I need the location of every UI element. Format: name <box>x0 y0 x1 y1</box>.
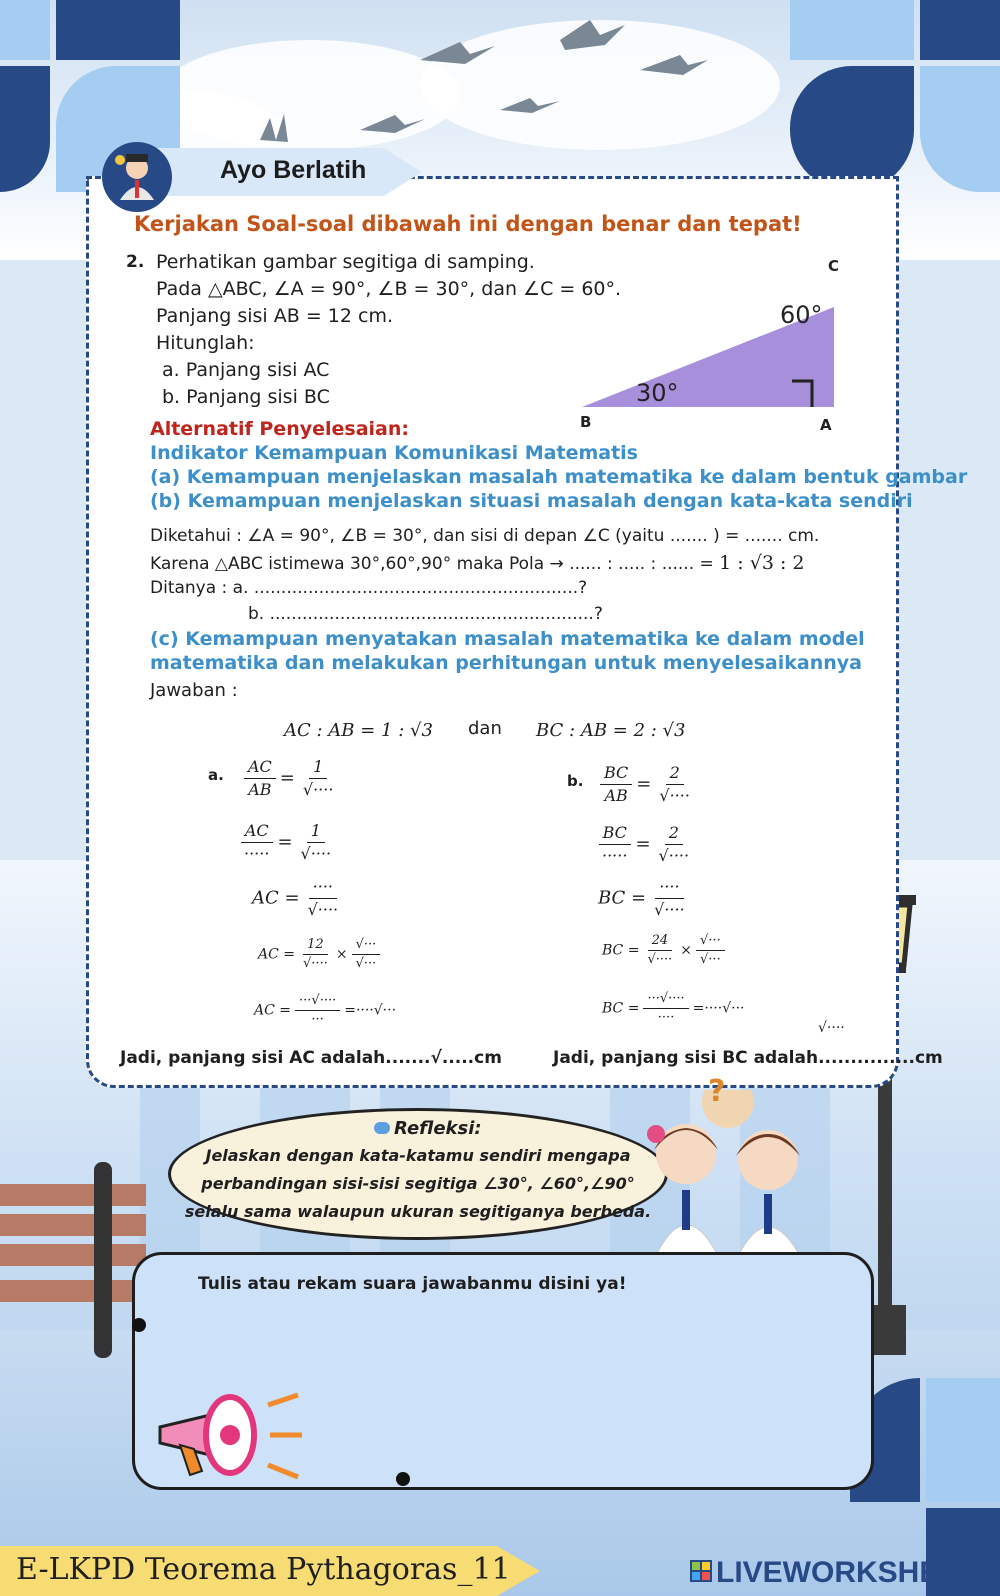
equation-lhs: AC = <box>252 887 300 909</box>
corner-decoration <box>926 1378 1000 1502</box>
teacher-icon <box>114 152 160 202</box>
equation-b-step1: $\frac{BC}{AB}$ = $\frac{2}{√\cdot\cdot\cdot\cdot}$ <box>596 762 698 807</box>
equation-a-step1: $\frac{AC}{AB}$ = $\frac{1}{√\cdot\cdot\cdot\cdot}$ <box>240 756 341 801</box>
answer-prompt: Tulis atau rekam suara jawabanmu disini ya! <box>198 1274 627 1294</box>
reflection-line: perbandingan sisi-sisi segitiga ∠30°, ∠60°,∠90° <box>201 1174 635 1193</box>
indicator-c-line1: (c) Kemampuan menyatakan masalah matematika ke dalam model <box>150 628 865 650</box>
fraction-numerator: 1 <box>309 756 327 779</box>
triangle-figure <box>580 255 840 445</box>
problem-line: Pada △ABC, ∠A = 90°, ∠B = 30°, dan ∠C = 60°. <box>156 278 622 300</box>
reflection-line: selalu sama walaupun ukuran segitiganya berbeda. <box>184 1202 652 1221</box>
conclusion-bc[interactable]: Jadi, panjang sisi BC adalah...............cm <box>553 1048 943 1068</box>
fraction-denominator: ···· <box>657 1010 675 1025</box>
equation-b-step2: $\frac{BC}{\cdot\cdot\cdot\cdot\cdot}$ = $\frac{2}{√\cdot\cdot\cdot\cdot}$ <box>594 822 697 867</box>
teacher-avatar <box>102 142 172 212</box>
megaphone-icon[interactable] <box>150 1385 320 1485</box>
liveworksheets-brand[interactable]: LIVEWORKSHEETS <box>716 1556 998 1589</box>
fraction-denominator: √···· <box>302 780 334 799</box>
asked-line-b: b. ............................................................? <box>248 604 603 624</box>
problem-line: Hitunglah: <box>156 332 255 354</box>
fraction-numerator: ···√···· <box>643 990 688 1009</box>
ratio-bc: BC : AB = 2 : √3 <box>536 720 686 741</box>
pattern-ratio: 1 : √3 : 2 <box>719 552 805 574</box>
fraction-numerator: AC <box>244 756 276 779</box>
question-mark-icon: ? <box>708 1074 726 1109</box>
problem-line: a. Panjang sisi AC <box>162 359 330 381</box>
angle-label: 30° <box>636 379 679 407</box>
fraction-denominator: AB <box>604 786 628 805</box>
students-illustration <box>628 1090 828 1260</box>
fraction-numerator: √··· <box>352 936 381 955</box>
equation-a-step3 <box>252 876 346 921</box>
problem-line: Panjang sisi AB = 12 cm. <box>156 305 393 327</box>
corner-decoration <box>790 66 914 192</box>
dan-text: dan <box>468 718 502 739</box>
fraction-denominator: ····· <box>602 846 628 865</box>
vertex-label: C <box>828 257 840 275</box>
birds-illustration <box>240 0 760 170</box>
fraction-denominator: √···· <box>658 846 690 865</box>
angle-label: 60° <box>780 301 823 329</box>
problem-line: b. Panjang sisi BC <box>162 386 330 408</box>
vertex-label: A <box>820 416 832 434</box>
equation-a-step5 <box>254 992 396 1029</box>
fraction-numerator: 1 <box>307 820 325 843</box>
audio-track-end <box>396 1472 410 1486</box>
ratio-ac: AC : AB = 1 : √3 <box>284 720 433 741</box>
fraction-denominator: √···· <box>300 844 332 863</box>
fraction-numerator: BC <box>599 822 631 845</box>
reflection-title: Refleksi: <box>394 1118 482 1139</box>
fraction-denominator: ····· <box>244 844 270 863</box>
fraction-numerator: 2 <box>666 762 684 785</box>
part-b-label: b. <box>567 772 584 790</box>
fraction-denominator: √··· <box>700 952 721 967</box>
indicator-a: (a) Kemampuan menjelaskan masalah matematika ke dalam bentuk gambar <box>150 466 968 488</box>
problem-number: 2. <box>126 252 145 272</box>
alternative-solution-title: Alternatif Penyelesaian: <box>150 418 409 440</box>
answer-label: Jawaban : <box>150 680 238 701</box>
corner-decoration <box>920 0 1000 60</box>
fraction-numerator: ···· <box>655 876 683 899</box>
equation-result: =····√··· <box>692 1000 745 1017</box>
problem-line: Perhatikan gambar segitiga di samping. <box>156 251 535 273</box>
fraction-denominator: √···· <box>307 900 339 919</box>
fraction-numerator: AC <box>241 820 273 843</box>
chat-icon <box>374 1122 390 1134</box>
known-line: Diketahui : ∠A = 90°, ∠B = 30°, dan sisi di depan ∠C (yaitu ....... ) = ....... cm. <box>150 526 820 546</box>
reflection-line: Jelaskan dengan kata-katamu sendiri mengapa <box>205 1146 631 1165</box>
equation-lhs: BC = <box>598 887 647 909</box>
fraction-numerator: 2 <box>665 822 683 845</box>
fraction-denominator: √···· <box>654 900 685 919</box>
footer-title: E-LKPD Teorema Pythagoras_11 <box>16 1552 511 1587</box>
times-sign: × <box>680 942 693 959</box>
indicator-title: Indikator Kemampuan Komunikasi Matematis <box>150 442 638 464</box>
extra-root-box[interactable]: √···· <box>818 1020 845 1036</box>
reflection-heading <box>374 1118 482 1139</box>
part-a-label: a. <box>208 766 224 784</box>
times-sign: × <box>335 946 348 963</box>
fraction-denominator: √···· <box>659 786 690 805</box>
vertex-label: B <box>580 413 592 431</box>
equation-lhs: AC = <box>258 946 296 963</box>
corner-decoration <box>0 0 50 60</box>
instruction-text: Kerjakan Soal-soal dibawah ini dengan benar dan tepat! <box>134 212 802 236</box>
fraction-denominator: AB <box>248 780 272 799</box>
fraction-denominator: ··· <box>311 1012 324 1027</box>
bench-illustration <box>0 1160 150 1360</box>
equation-b-step3 <box>598 876 693 921</box>
equation-lhs: BC = <box>602 942 640 959</box>
equation-result: =····√··· <box>344 1002 397 1019</box>
fraction-numerator: ···√···· <box>295 992 340 1011</box>
audio-track-start <box>132 1318 146 1332</box>
fraction-denominator: √···· <box>303 956 328 971</box>
fraction-denominator: √··· <box>355 956 377 971</box>
fraction-numerator: ···· <box>309 876 337 899</box>
liveworksheets-logo-icon <box>690 1560 712 1582</box>
equation-lhs: BC = <box>602 1000 640 1017</box>
asked-line-a: Ditanya : a. ............................................................? <box>150 578 588 598</box>
corner-decoration <box>790 0 914 60</box>
fraction-numerator: 24 <box>648 932 673 951</box>
equation-a-step2: $\frac{AC}{\cdot\cdot\cdot\cdot\cdot}$ = $\frac{1}{√\cdot\cdot\cdot\cdot}$ <box>236 820 339 865</box>
pattern-text: Karena △ABC istimewa 30°,60°,90° maka Pola → ...... : ..... : ...... = <box>150 554 720 574</box>
indicator-b: (b) Kemampuan menjelaskan situasi masalah dengan kata-kata sendiri <box>150 490 913 512</box>
pattern-line <box>150 552 805 574</box>
corner-decoration <box>56 0 180 60</box>
fraction-numerator: BC <box>600 762 632 785</box>
equation-a-step4 <box>258 936 384 973</box>
fraction-numerator: 12 <box>303 936 328 955</box>
section-title: Ayo Berlatih <box>220 156 367 184</box>
equation-lhs: AC = <box>254 1002 292 1019</box>
fraction-denominator: √···· <box>647 952 673 967</box>
fraction-numerator: √··· <box>696 932 725 951</box>
conclusion-ac[interactable]: Jadi, panjang sisi AC adalah.......√.....cm <box>120 1048 502 1068</box>
equation-b-step5 <box>602 990 744 1027</box>
equation-b-step4 <box>602 932 729 969</box>
indicator-c-line2: matematika dan melakukan perhitungan untuk menyelesaikannya <box>150 652 862 674</box>
